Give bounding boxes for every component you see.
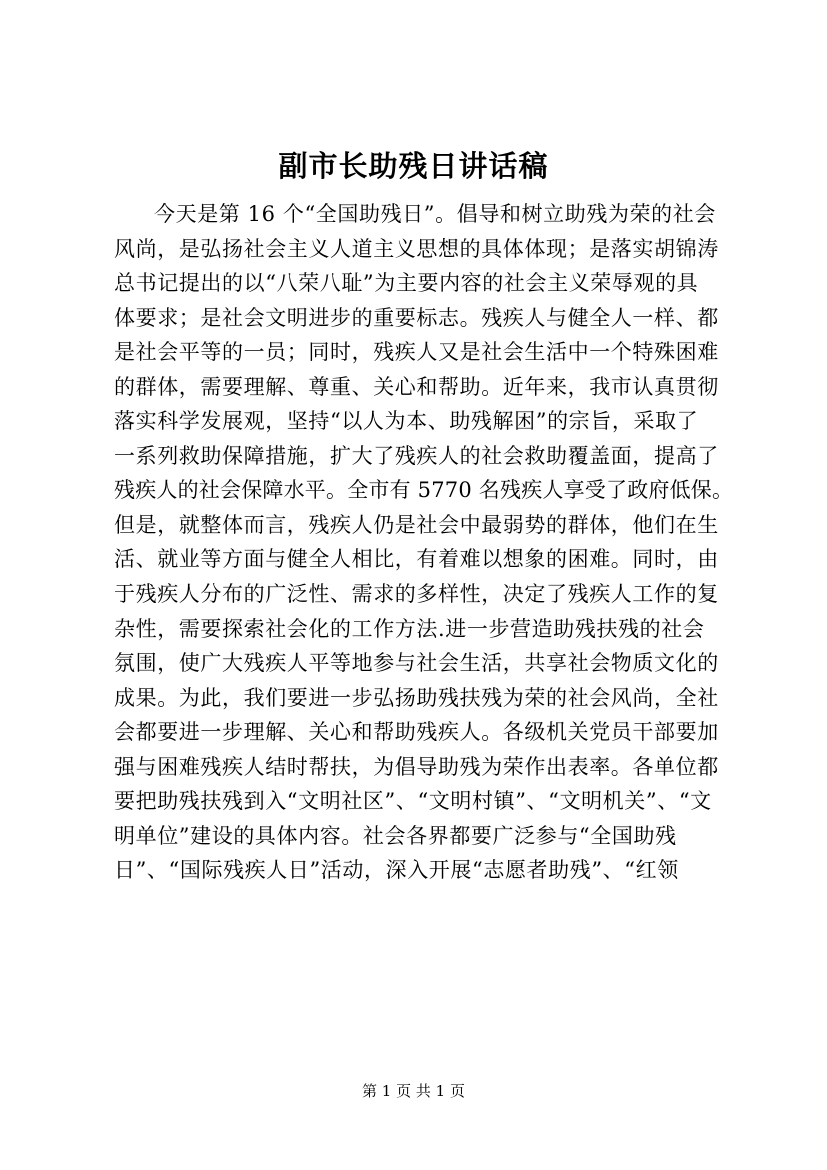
paragraph-line: 强与困难残疾人结时帮扶，为倡导助残为荣作出表率。各单位都: [114, 754, 719, 779]
paragraph-line: 会都要进一步理解、关心和帮助残疾人。各级机关党员干部要加: [114, 720, 719, 745]
paragraph-line: 杂性，需要探索社会化的工作方法.进一步营造助残扶残的社会: [114, 616, 705, 641]
paragraph-line: 总书记提出的以“八荣八耻”为主要内容的社会主义荣辱观的具: [114, 271, 699, 296]
paragraph-line: 是社会平等的一员；同时，残疾人又是社会生活中一个特殊困难: [114, 340, 719, 365]
paragraph-line: 一系列救助保障措施，扩大了残疾人的社会救助覆盖面，提高了: [114, 443, 719, 468]
paragraph-line: 但是，就整体而言，残疾人仍是社会中最弱势的群体，他们在生: [114, 512, 719, 537]
paragraph-line: 风尚，是弘扬社会主义人道主义思想的具体体现；是落实胡锦涛: [114, 236, 719, 261]
paragraph-line: 体要求；是社会文明进步的重要标志。残疾人与健全人一样、都: [114, 305, 719, 330]
paragraph-line: 的群体，需要理解、尊重、关心和帮助。近年来，我市认真贯彻: [114, 374, 719, 399]
paragraph-line: 氛围，使广大残疾人平等地参与社会生活，共享社会物质文化的: [114, 651, 719, 676]
paragraph-line: 于残疾人分布的广泛性、需求的多样性，决定了残疾人工作的复: [114, 582, 719, 607]
paragraph-line: 要把助残扶残到入“文明社区”、“文明村镇”、“文明机关”、“文: [114, 789, 712, 814]
paragraph-line: 落实科学发展观，坚持“以人为本、助残解困”的宗旨，采取了: [114, 409, 699, 434]
paragraph-line: 明单位”建设的具体内容。社会各界都要广泛参与“全国助残: [114, 823, 677, 848]
document-title: 副市长助残日讲话稿: [278, 149, 549, 183]
paragraph-line: 成果。为此，我们要进一步弘扬助残扶残为荣的社会风尚，全社: [114, 685, 719, 710]
document-body: [114, 197, 734, 888]
paragraph-line: 今天是第 16 个“全国助残日”。倡导和树立助残为荣的社会: [154, 202, 716, 226]
paragraph-line: 残疾人的社会保障水平。全市有 5770 名残疾人享受了政府低保。: [114, 478, 734, 503]
paragraph-line: 活、就业等方面与健全人相比，有着难以想象的困难。同时，由: [114, 547, 719, 572]
page-footer: 第 1 页 共 1 页: [362, 1082, 465, 1100]
paragraph-line: 日”、“国际残疾人日”活动，深入开展“志愿者助残”、“红领: [114, 858, 679, 883]
